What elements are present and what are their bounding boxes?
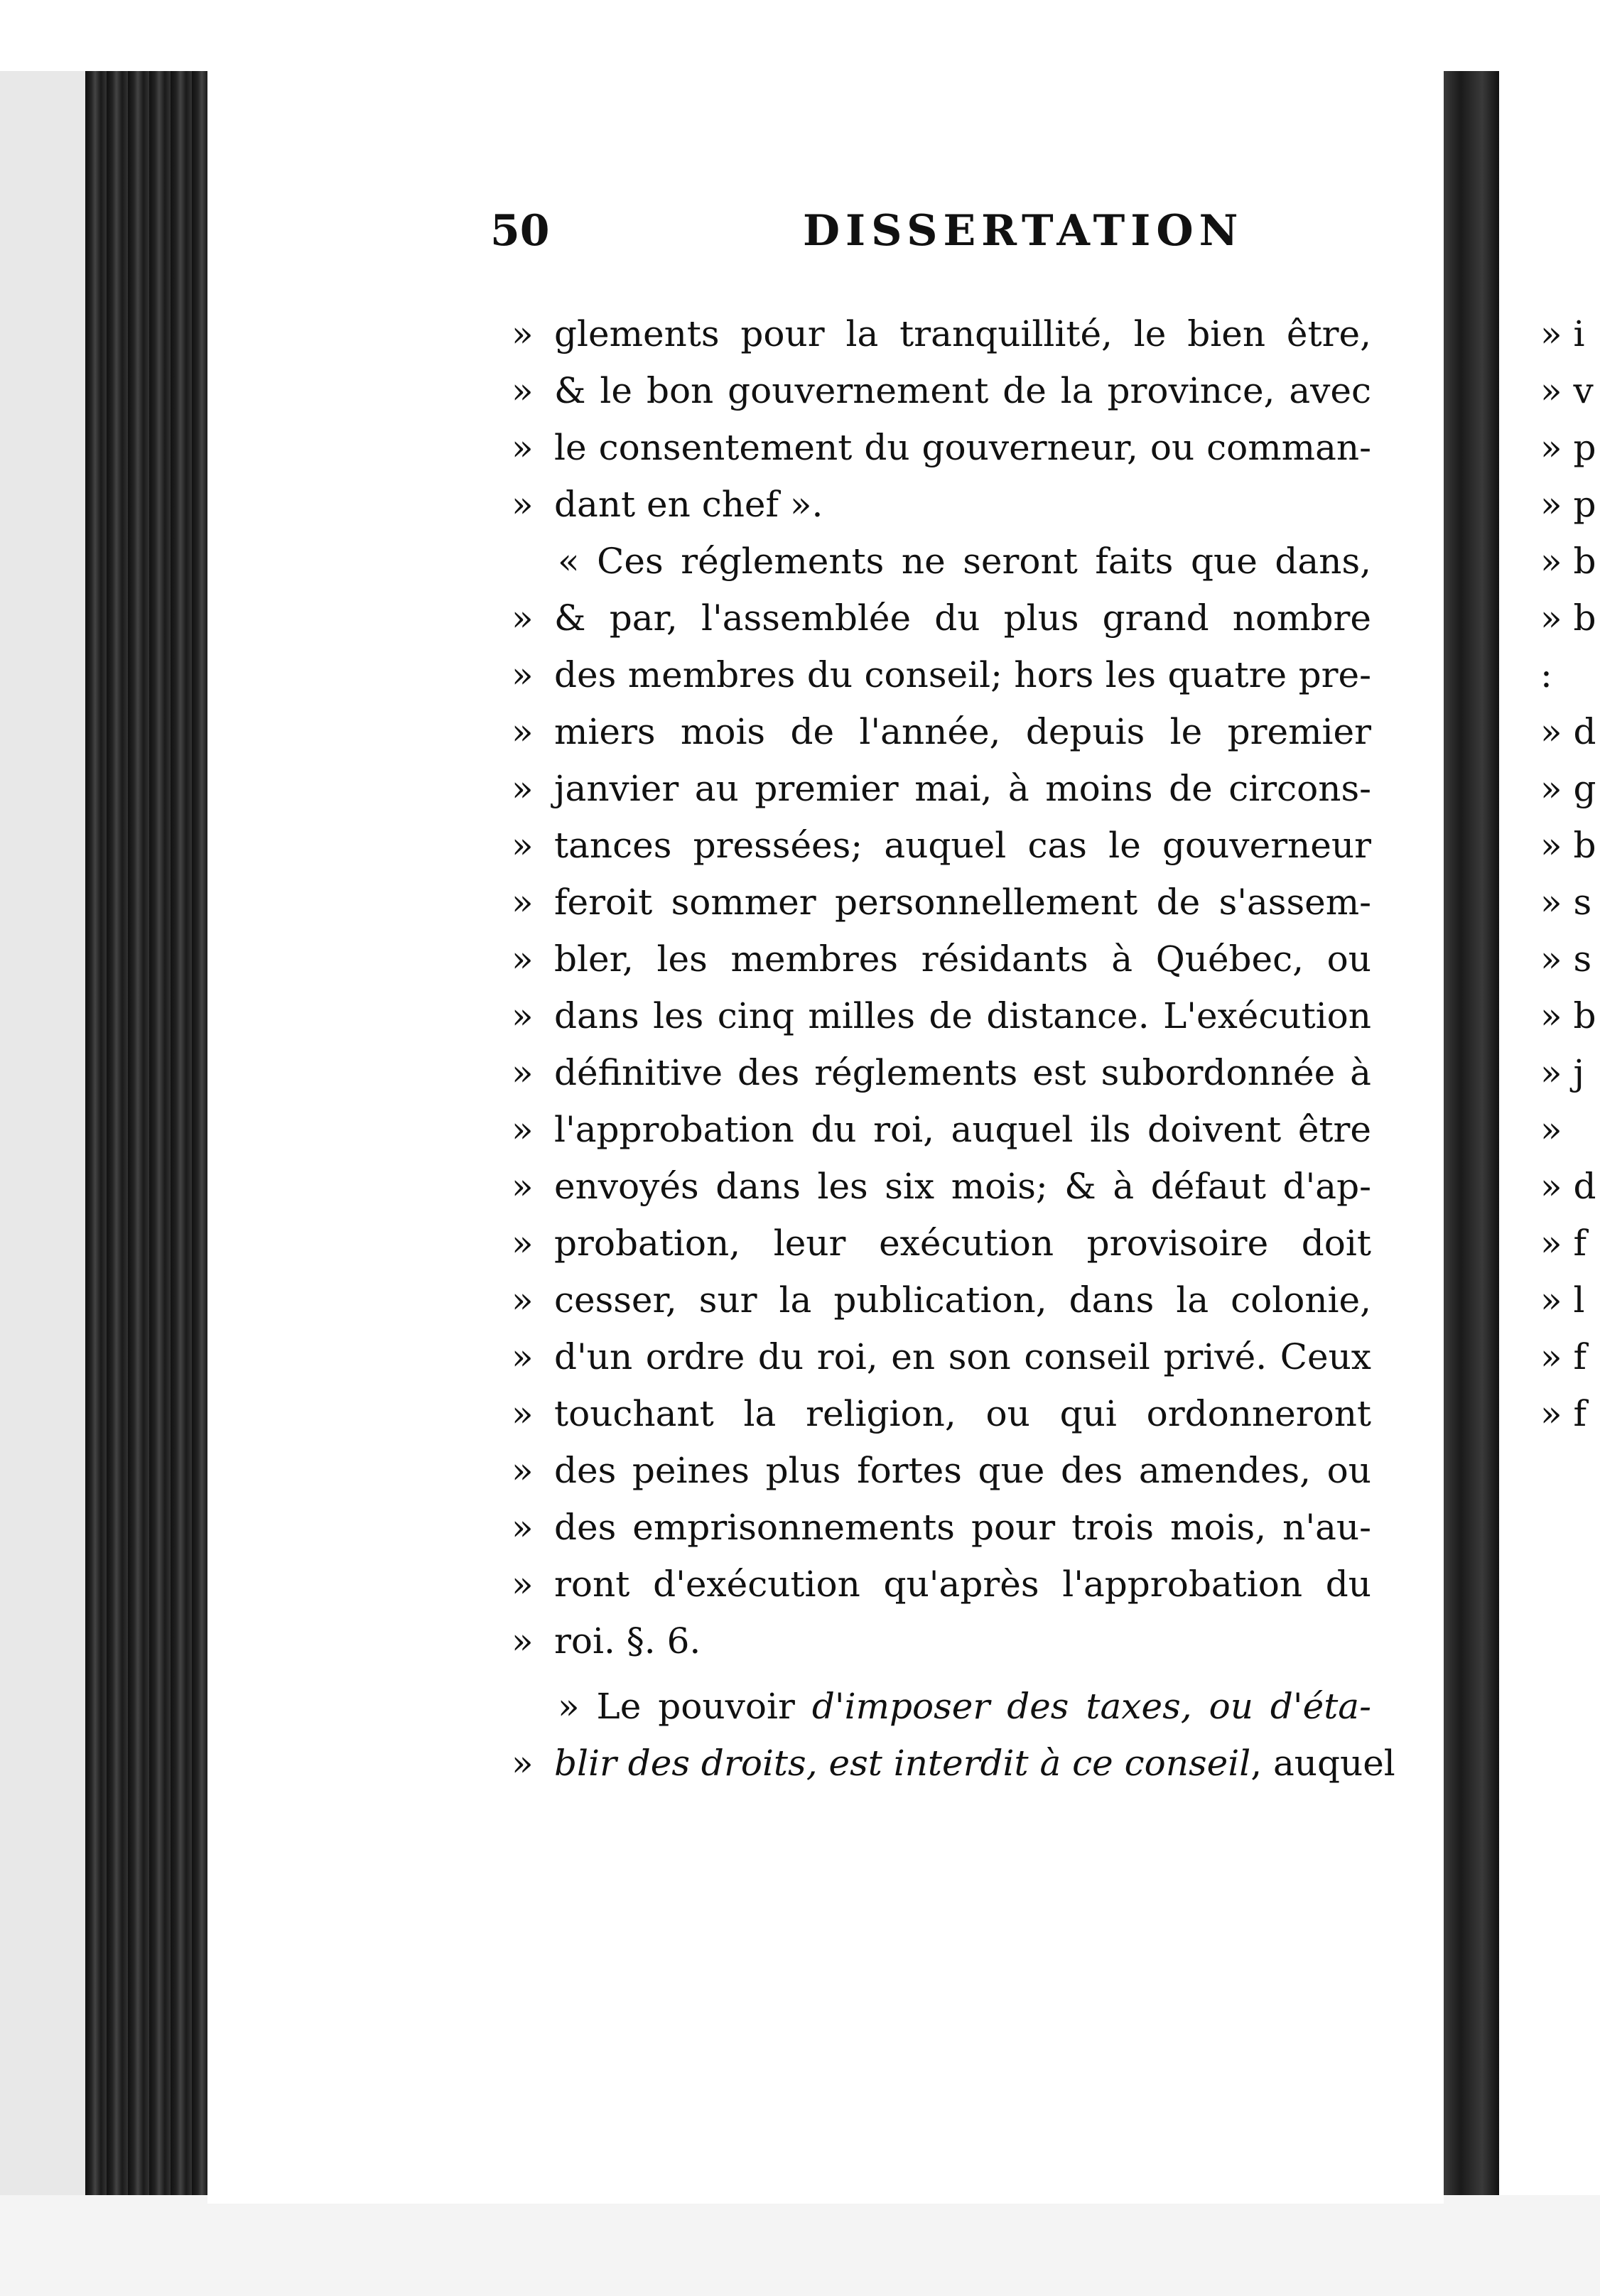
quote-mark: » bbox=[512, 313, 534, 354]
text-line bbox=[512, 1101, 1371, 1158]
line-text bbox=[554, 1735, 1395, 1792]
line-text: tances pressées; auquel cas le gouverneur bbox=[554, 825, 1371, 866]
text-line bbox=[512, 419, 1371, 476]
scan-left-margin bbox=[0, 71, 85, 2296]
line-text: feroit sommer personnellement de s'assem- bbox=[554, 882, 1371, 923]
fragment-line: » bbox=[1540, 1109, 1562, 1150]
text-line bbox=[512, 817, 1371, 874]
quote-mark: » bbox=[512, 825, 534, 866]
text-line bbox=[512, 1044, 1371, 1101]
line-text: le consentement du gouverneur, ou comman- bbox=[554, 427, 1371, 468]
line-text: janvier au premier mai, à moins de circons- bbox=[554, 768, 1371, 809]
line-text: dans les cinq milles de distance. L'exécution bbox=[554, 995, 1371, 1036]
text-line bbox=[512, 1215, 1371, 1272]
text-line bbox=[512, 305, 1371, 362]
quote-mark: » bbox=[512, 1393, 534, 1434]
text-line bbox=[512, 1328, 1371, 1385]
text-line bbox=[512, 1735, 1395, 1792]
text-line bbox=[512, 533, 1371, 590]
body-text bbox=[512, 305, 1395, 1792]
quote-mark: » bbox=[512, 1450, 534, 1491]
line-text: des emprisonnements pour trois mois, n'au- bbox=[554, 1507, 1371, 1548]
line-text: ront d'exécution qu'après l'approbation du bbox=[554, 1564, 1371, 1605]
quote-mark: » bbox=[512, 1507, 534, 1548]
line-text: envoyés dans les six mois; & à défaut d'ap- bbox=[554, 1166, 1371, 1207]
quote-mark: » bbox=[512, 427, 534, 468]
fragment-line: » f bbox=[1540, 1223, 1587, 1264]
quote-mark: » bbox=[512, 995, 534, 1036]
fragment-line: : bbox=[1540, 654, 1552, 695]
text-line bbox=[512, 1158, 1371, 1215]
text-line bbox=[512, 646, 1371, 703]
quote-mark bbox=[512, 1678, 558, 1735]
fragment-line: » g bbox=[1540, 768, 1596, 809]
fragment-line: » s bbox=[1540, 938, 1592, 980]
fragment-line: » f bbox=[1540, 1336, 1587, 1377]
fragment-line: » d bbox=[1540, 1166, 1596, 1207]
text-line bbox=[512, 703, 1371, 760]
quote-mark: » bbox=[512, 1166, 534, 1207]
line-text-roman: , auquel bbox=[1250, 1743, 1395, 1784]
text-line bbox=[512, 1385, 1371, 1442]
fragment-line: » j bbox=[1540, 1052, 1584, 1093]
quote-mark: » bbox=[512, 882, 534, 923]
quote-mark: » bbox=[512, 484, 534, 525]
line-text: bler, les membres résidants à Québec, ou bbox=[554, 938, 1371, 980]
quote-mark: » bbox=[512, 1564, 534, 1605]
fragment-line: » d bbox=[1540, 711, 1596, 752]
text-line bbox=[512, 874, 1371, 931]
page-number: 50 bbox=[490, 206, 550, 256]
quote-mark bbox=[512, 533, 558, 590]
quote-mark: » bbox=[512, 768, 534, 809]
fragment-line: » b bbox=[1540, 597, 1596, 639]
fragment-line: » s bbox=[1540, 882, 1592, 923]
text-line bbox=[512, 362, 1371, 419]
text-line bbox=[512, 590, 1371, 646]
text-line bbox=[512, 1442, 1371, 1499]
fragment-line: » b bbox=[1540, 825, 1596, 866]
line-text-italic: d'imposer des taxes, ou d'éta- bbox=[811, 1686, 1372, 1727]
line-text: glements pour la tranquillité, le bien être, bbox=[554, 313, 1371, 354]
line-text: d'un ordre du roi, en son conseil privé. Ceux bbox=[554, 1336, 1371, 1377]
line-text: définitive des réglements est subordonnée à bbox=[554, 1052, 1371, 1093]
quote-mark: » bbox=[512, 938, 534, 980]
fragment-line: » f bbox=[1540, 1393, 1587, 1434]
line-text: l'approbation du roi, auquel ils doivent être bbox=[554, 1109, 1371, 1150]
text-line bbox=[512, 1499, 1371, 1556]
quote-mark: » bbox=[512, 654, 534, 695]
quote-mark: » bbox=[512, 1109, 534, 1150]
quote-mark: » bbox=[512, 370, 534, 411]
quote-mark: » bbox=[512, 1620, 534, 1662]
fragment-line: » v bbox=[1540, 370, 1594, 411]
text-line bbox=[512, 1678, 1371, 1735]
line-text: roi. §. 6. bbox=[554, 1620, 701, 1662]
text-line bbox=[512, 931, 1371, 987]
line-text bbox=[558, 1678, 1371, 1735]
line-text-italic: blir des droits, est interdit à ce conseil bbox=[554, 1743, 1251, 1784]
quote-mark: » bbox=[512, 1336, 534, 1377]
quote-mark: » bbox=[512, 711, 534, 752]
line-text: probation, leur exécution provisoire doit bbox=[554, 1223, 1371, 1264]
fragment-line: » b bbox=[1540, 995, 1596, 1036]
line-text: des peines plus fortes que des amendes, ou bbox=[554, 1450, 1371, 1491]
quote-mark: » bbox=[512, 1052, 534, 1093]
fragment-line: » l bbox=[1540, 1279, 1585, 1321]
fragment-line: » b bbox=[1540, 541, 1596, 582]
quote-mark: » bbox=[512, 597, 534, 639]
quote-mark: » bbox=[512, 1279, 534, 1321]
line-text: cesser, sur la publication, dans la colonie, bbox=[554, 1279, 1371, 1321]
fragment-line: » i bbox=[1540, 313, 1585, 354]
quote-mark: » bbox=[512, 1223, 534, 1264]
line-text: dant en chef ». bbox=[554, 484, 823, 525]
running-title: DISSERTATION bbox=[803, 206, 1244, 256]
text-line bbox=[512, 476, 1371, 533]
line-text: « Ces réglements ne seront faits que dans, bbox=[558, 541, 1371, 582]
facing-page-fragments bbox=[1540, 305, 1600, 1442]
text-line bbox=[512, 1613, 1371, 1669]
text-line bbox=[512, 1556, 1371, 1613]
line-text: & le bon gouvernement de la province, avec bbox=[554, 370, 1371, 411]
fragment-line: » p bbox=[1540, 427, 1596, 468]
scan-bottom-margin bbox=[0, 2195, 1600, 2296]
line-text-roman: » Le pouvoir bbox=[558, 1686, 795, 1727]
line-text: miers mois de l'année, depuis le premier bbox=[554, 711, 1371, 752]
text-line bbox=[512, 760, 1371, 817]
fragment-line: » p bbox=[1540, 484, 1596, 525]
line-text: & par, l'assemblée du plus grand nombre bbox=[554, 597, 1371, 639]
scan-top-margin bbox=[0, 0, 1600, 71]
text-line bbox=[512, 1272, 1371, 1328]
line-text: touchant la religion, ou qui ordonneront bbox=[554, 1393, 1371, 1434]
text-line bbox=[512, 987, 1371, 1044]
line-text: des membres du conseil; hors les quatre pre- bbox=[554, 654, 1371, 695]
quote-mark: » bbox=[512, 1743, 534, 1784]
page-header bbox=[284, 178, 1393, 256]
